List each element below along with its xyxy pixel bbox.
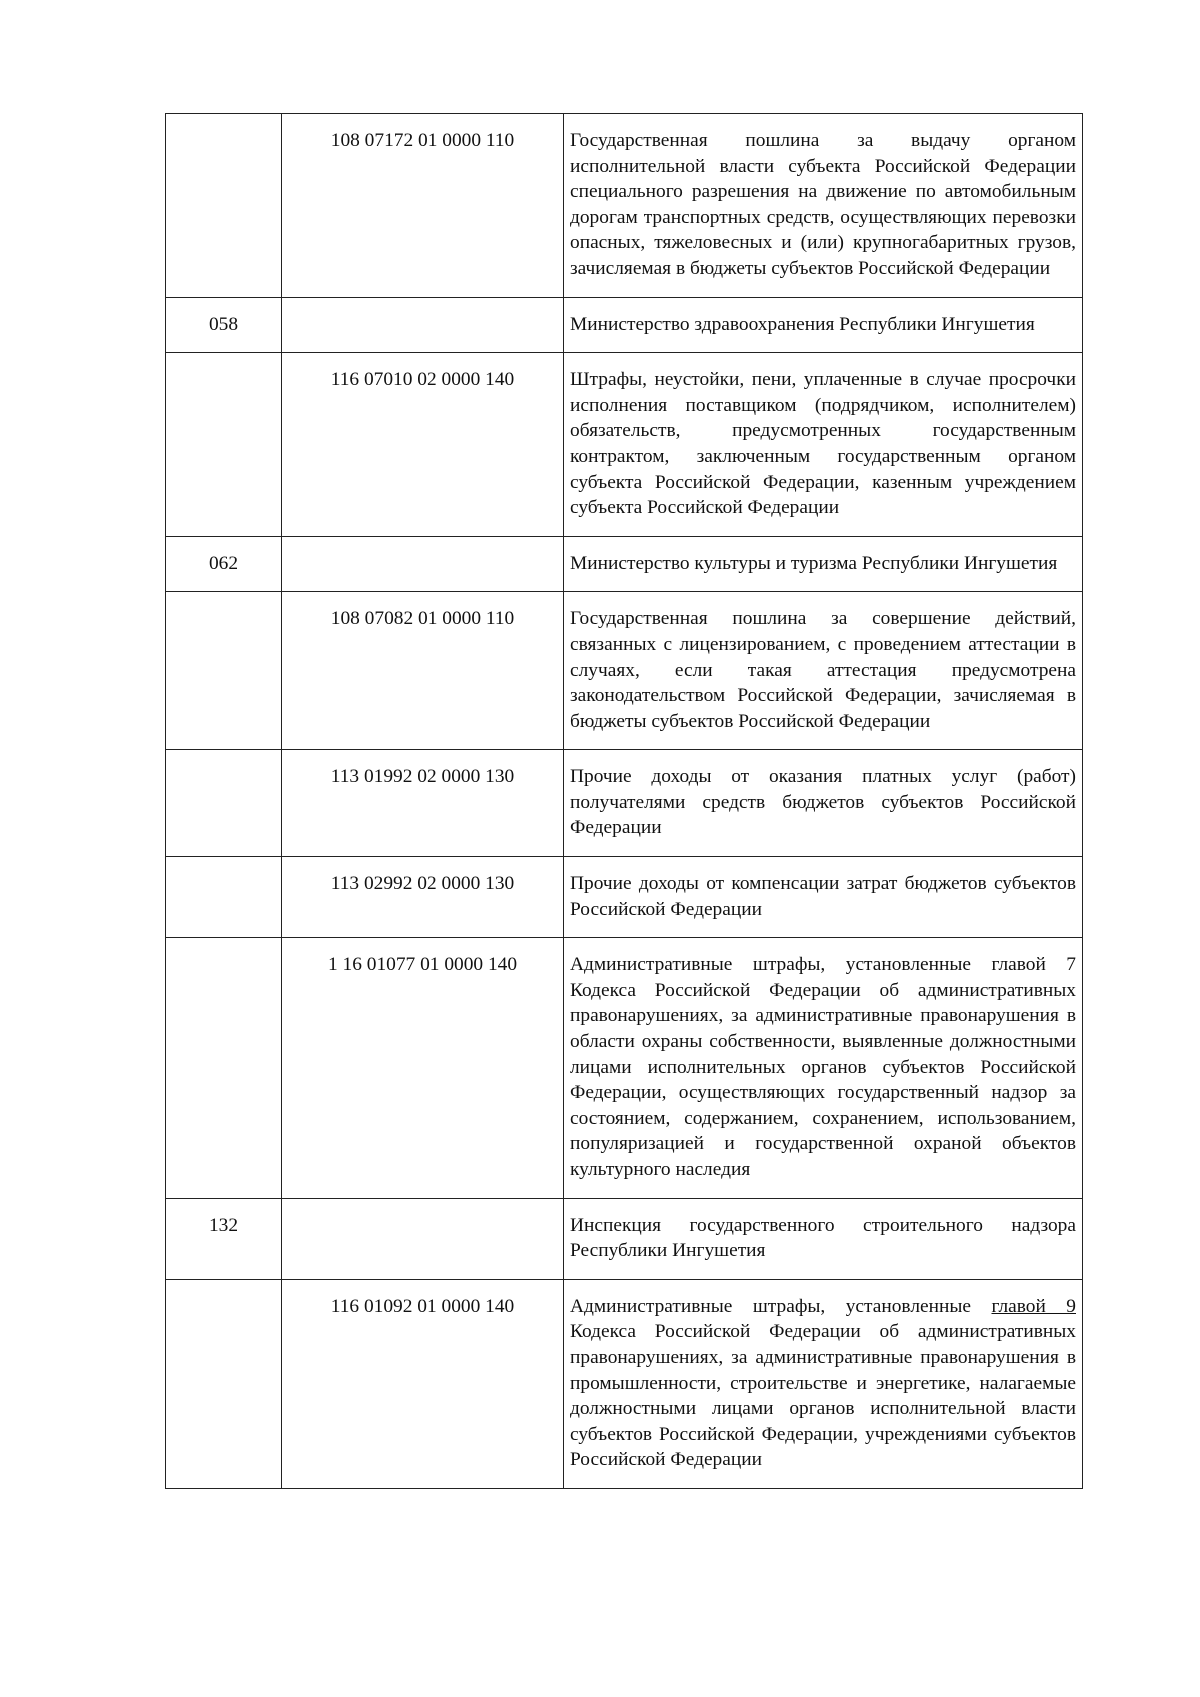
administrator-name-cell: Министерство культуры и туризма Республики Ингушетия (564, 536, 1083, 592)
budget-code-cell (282, 1198, 564, 1279)
table-row (166, 938, 1083, 1198)
table-row (166, 592, 1083, 750)
budget-code-cell: 113 02992 02 0000 130 (282, 857, 564, 938)
budget-code-cell (282, 536, 564, 592)
revenue-name-cell: Штрафы, неустойки, пени, уплаченные в случае просрочки исполнения поставщиком (подрядчиком, исполнителем) обязательств, предусмотренных государственным контрактом, заключенным государственным органом субъекта Российской Федерации, казенным учреждением субъекта Российской Федерации (564, 353, 1083, 537)
chapter-link[interactable]: главой 9 (991, 1295, 1076, 1317)
revenue-name-cell: Прочие доходы от оказания платных услуг (работ) получателями средств бюджетов субъектов Российской Федерации (564, 750, 1083, 857)
revenue-name-text-after: Кодекса Российской Федерации об административных правонарушениях, за административные правонарушения в промышленности, строительстве и энергетике, налагаемые должностными лицами органов исполнительной власти субъектов Российской Федерации, учреждениями субъектов Российской Федерации (570, 1321, 1076, 1471)
budget-code-cell: 116 07010 02 0000 140 (282, 353, 564, 537)
revenue-name-cell: Государственная пошлина за выдачу органом исполнительной власти субъекта Российской Федерации специального разрешения на движение по автомобильным дорогам транспортных средств, осуществляющих перевозки опасных, тяжеловесных и (или) крупногабаритных грузов, зачисляемая в бюджеты субъектов Российской Федерации (564, 114, 1083, 298)
revenue-name-cell (564, 1279, 1083, 1488)
admin-code-cell: 058 (166, 297, 282, 353)
revenue-name-cell: Государственная пошлина за совершение действий, связанных с лицензированием, с проведением аттестации в случаях, если такая аттестация предусмотрена законодательством Российской Федерации, зачисляемая в бюджеты субъектов Российской Федерации (564, 592, 1083, 750)
admin-code-cell (166, 592, 282, 750)
revenue-name-cell: Административные штрафы, установленные главой 7 Кодекса Российской Федерации об административных правонарушениях, за административные правонарушения в области охраны собственности, выявленные должностными лицами исполнительных органов субъектов Российской Федерации, осуществляющих государственный надзор за состоянием, содержанием, сохранением, использованием, популяризацией и государственной охраной объектов культурного наследия (564, 938, 1083, 1198)
budget-code-cell: 1 16 01077 01 0000 140 (282, 938, 564, 1198)
table-row (166, 1279, 1083, 1488)
budget-code-cell (282, 297, 564, 353)
revenue-codes-table (165, 113, 1083, 1489)
budget-code-cell: 116 01092 01 0000 140 (282, 1279, 564, 1488)
admin-code-cell (166, 857, 282, 938)
table-row (166, 353, 1083, 537)
budget-code-cell: 108 07082 01 0000 110 (282, 592, 564, 750)
revenue-name-cell: Прочие доходы от компенсации затрат бюджетов субъектов Российской Федерации (564, 857, 1083, 938)
table-row (166, 1198, 1083, 1279)
admin-code-cell (166, 938, 282, 1198)
table-row (166, 857, 1083, 938)
budget-code-cell: 113 01992 02 0000 130 (282, 750, 564, 857)
admin-code-cell: 062 (166, 536, 282, 592)
admin-code-cell (166, 353, 282, 537)
admin-code-cell: 132 (166, 1198, 282, 1279)
table-row (166, 750, 1083, 857)
administrator-name-cell: Инспекция государственного строительного надзора Республики Ингушетия (564, 1198, 1083, 1279)
admin-code-cell (166, 1279, 282, 1488)
table-row (166, 536, 1083, 592)
administrator-name-cell: Министерство здравоохранения Республики Ингушетия (564, 297, 1083, 353)
admin-code-cell (166, 114, 282, 298)
admin-code-cell (166, 750, 282, 857)
table-row (166, 297, 1083, 353)
revenue-name-text-before: Административные штрафы, установленные (570, 1295, 992, 1317)
table-row (166, 114, 1083, 298)
budget-code-cell: 108 07172 01 0000 110 (282, 114, 564, 298)
